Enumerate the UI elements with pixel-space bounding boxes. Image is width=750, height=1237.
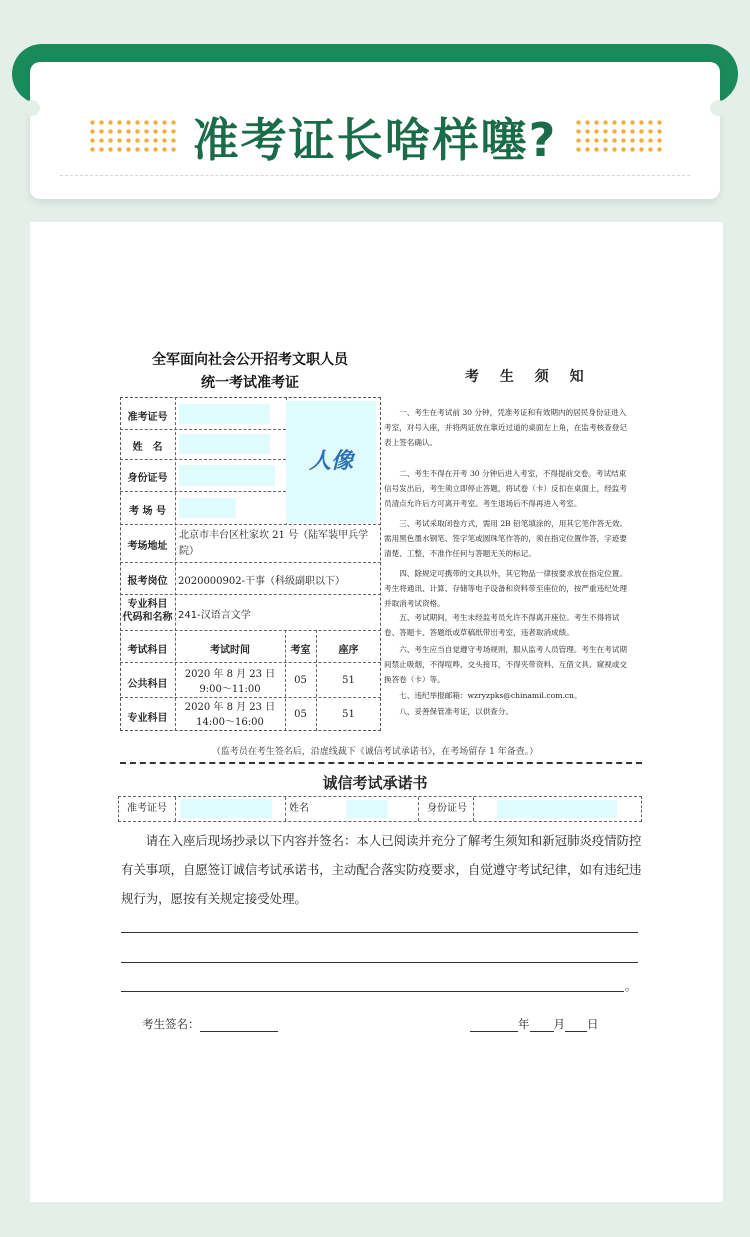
copy-line[interactable]: [121, 932, 638, 933]
banner-divider: [60, 175, 690, 176]
label-room-no: 考 场 号: [129, 506, 166, 517]
date-year-blank[interactable]: [470, 1018, 518, 1032]
pledge-name-field: [346, 800, 388, 818]
date-day-label: 日: [587, 1017, 599, 1031]
grid-line: [120, 459, 286, 460]
pledge-text: 请在入座后现场抄录以下内容并签名：本人已阅读并充分了解考生须知和新冠肺炎疫情防控有关事项，自愿签订诚信考试承诺书，主动配合落实防疫要求，自觉遵守考试纪律，如有违纪违规行为，愿按有关规定接受处理。: [121, 833, 642, 906]
exam-row-subject: 公共科目: [127, 679, 168, 690]
label-seat: 座序: [338, 645, 359, 656]
pledge-ticket-label: 准考证号: [119, 797, 176, 821]
date-area: [470, 1016, 599, 1032]
notice-item: 四、除规定可携带的文具以外，其它物品一律按要求放在指定位置。考生将通讯、计算、存储等电子设备和资料带至座位的，按严重违纪处理并取消考试资格。: [384, 569, 627, 609]
admit-title-line1: 全军面向社会公开招考文职人员: [152, 352, 348, 368]
date-year-label: 年: [518, 1017, 530, 1031]
pledge-id-field: [497, 800, 617, 818]
grid-line: [120, 429, 286, 430]
notice-item: 八、妥善保管准考证，以供查分。: [399, 707, 514, 716]
label-room: 考室: [290, 645, 311, 656]
date-month-label: 月: [553, 1017, 565, 1031]
copy-line[interactable]: [121, 962, 638, 963]
photo-placeholder: 人像: [286, 401, 376, 523]
grid-line: [285, 797, 286, 821]
label-position: 报考岗位: [127, 576, 168, 587]
label-name: 姓 名: [132, 442, 163, 453]
label-ticket-no: 准考证号: [127, 412, 168, 423]
grid-line: [120, 562, 381, 563]
exam-row-room: 05: [294, 709, 307, 720]
grid-line: [120, 491, 286, 492]
pledge-name-label: 姓名: [289, 803, 309, 814]
pledge-id-label: 身份证号: [427, 803, 467, 814]
notice-title: 考 生 须 知: [465, 369, 592, 385]
exam-row-room: 05: [294, 675, 307, 686]
label-subject: 专业科目 代码和名称: [122, 599, 173, 623]
label-venue: 考场地址: [127, 541, 168, 552]
cut-line: [120, 762, 642, 764]
exam-row-time: 14:00～16:00: [196, 717, 264, 728]
banner-title: 准考证长啥样噻?: [192, 113, 558, 167]
name-field: [179, 434, 270, 454]
exam-row-time: 9:00～11:00: [199, 684, 261, 695]
subject-value: 241-汉语言文学: [178, 610, 251, 621]
label-id-no: 身份证号: [127, 473, 168, 484]
exam-row-subject: 专业科目: [127, 713, 168, 724]
cut-instruction: （监考员在考生签名后，沿虚线裁下《诚信考试承诺书》，在考场留存 1 年备查。）: [211, 747, 539, 757]
exam-row-seat: 51: [342, 709, 355, 720]
grid-line: [120, 524, 381, 525]
grid-line: [473, 797, 474, 821]
exam-row-date: 2020 年 8 月 23 日: [184, 669, 276, 680]
position-value: 2020000902-干事（科级副职以下）: [178, 576, 346, 587]
notice-item: 六、考生应当自觉遵守考场规则，服从监考人员管理。考生在考试期间禁止吸烟，不得喧哗、交头接耳，不得夹带资料、互借文具、窥视或交换答卷（卡）等。: [384, 645, 627, 685]
notice-item: 二、考生不得在开考 30 分钟后进入考室，不得提前交卷。考试结束信号发出后，考生须立即停止答题，将试卷（卡）反扣在桌面上，经监考员清点允许后方可离开考室。考生退场后不得再进入考室。: [384, 469, 627, 509]
signature-label: 考生签名：: [142, 1017, 200, 1031]
grid-line: [418, 797, 419, 821]
label-exam-subject: 考试科目: [127, 645, 168, 656]
pledge-info-table: [118, 796, 642, 822]
signature-area: [142, 1016, 278, 1032]
exam-row-date: 2020 年 8 月 23 日: [184, 702, 276, 713]
ticket-no-field: [179, 404, 270, 424]
copy-line[interactable]: [121, 991, 624, 992]
notice-item: 三、考试采取闭卷方式，需用 2B 铅笔填涂的，用其它笔作答无效。需用黑色墨水钢笔、签字笔或圆珠笔作答的，须在指定位置作答，字迹要清楚、工整，不准作任何与答题无关的标记。: [384, 519, 628, 559]
date-day-blank[interactable]: [565, 1018, 587, 1032]
notice-item: 一、考生在考试前 30 分钟，凭准考证和有效期内的居民身份证进入考室，对号入座，并将两证放在靠近过道的桌面左上角，在监考核查登记表上签名确认。: [384, 408, 627, 448]
grid-line: [120, 594, 381, 595]
signature-line[interactable]: [200, 1018, 278, 1032]
room-no-field: [179, 498, 236, 518]
date-month-blank[interactable]: [530, 1018, 554, 1032]
grid-line: [120, 662, 381, 663]
label-exam-time: 考试时间: [210, 645, 250, 656]
copy-line-end: 。: [625, 979, 637, 993]
notice-item: 五、考试期间，考生未经监考员允许不得离开座位。考生不得将试卷、答题卡、答题纸或草稿纸带出考室，违者取消成绩。: [384, 613, 620, 638]
admit-title-line2: 统一考试准考证: [201, 375, 299, 391]
grid-line: [120, 630, 381, 631]
pledge-title: 诚信考试承诺书: [322, 774, 428, 792]
id-no-field: [179, 465, 275, 486]
exam-row-seat: 51: [342, 675, 355, 686]
notice-item: 七、违纪举报邮箱：wzryzpks@chinamil.com.cn。: [399, 691, 582, 700]
venue-value: 北京市丰台区杜家坎 21 号（陆军装甲兵学院）: [179, 530, 369, 557]
pledge-ticket-field: [180, 799, 272, 818]
grid-line: [120, 697, 381, 698]
